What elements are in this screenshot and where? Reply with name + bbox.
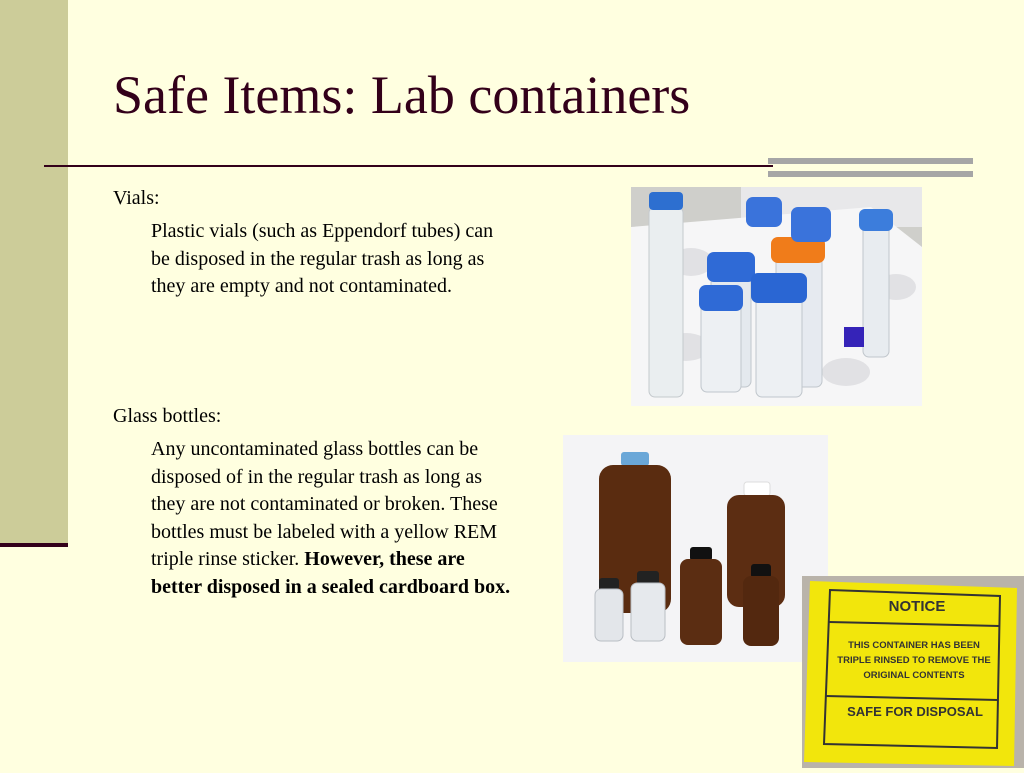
left-accent-underline	[0, 543, 68, 547]
notice-body: THIS CONTAINER HAS BEEN TRIPLE RINSED TO REMOVE THE ORIGINAL CONTENTS	[837, 640, 991, 681]
vials-rack-icon	[631, 187, 922, 406]
notice-footer: SAFE FOR DISPOSAL	[847, 704, 983, 719]
title-rule	[44, 165, 773, 167]
vials-photo	[631, 187, 922, 406]
slide-title: Safe Items: Lab containers	[113, 65, 691, 125]
bottles-heading: Glass bottles:	[113, 405, 222, 427]
bottles-text	[151, 436, 511, 601]
left-accent-bar	[0, 0, 68, 545]
title-rule-accent-bottom	[768, 171, 973, 177]
notice-sticker-photo	[802, 576, 1024, 768]
bottles-text-bold: However, these are better disposed in a sealed cardboard box.	[151, 548, 511, 598]
glass-bottles-icon	[563, 435, 828, 662]
vials-text: Plastic vials (such as Eppendorf tubes) can be disposed in the regular trash as long as they are empty and not contaminated.	[151, 220, 494, 297]
vials-heading: Vials:	[113, 187, 160, 209]
title-rule-accent-top	[768, 158, 973, 164]
bottles-text-regular: Any uncontaminated glass bottles can be disposed of in the regular trash as long as they are not contaminated or broken. These bottles must be labeled with a yellow REM triple rinse sticker.	[151, 438, 498, 570]
bottles-photo	[563, 435, 828, 662]
notice-heading: NOTICE	[888, 598, 946, 615]
